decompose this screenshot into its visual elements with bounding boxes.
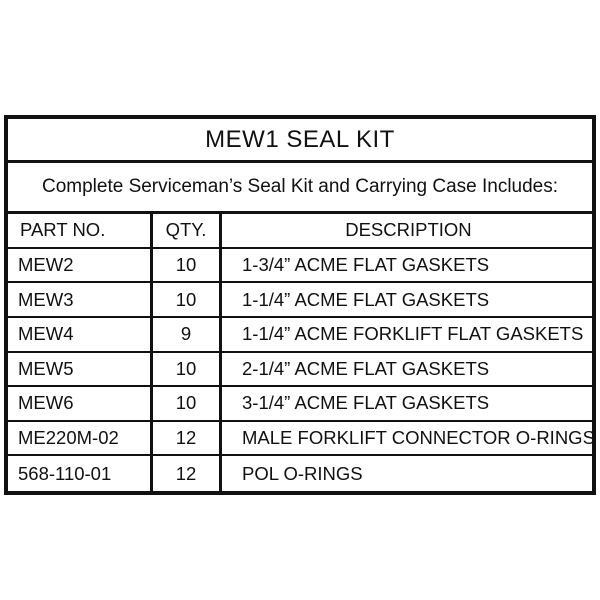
row-6-part-no: ME220M-02 [8, 422, 153, 457]
table-title: MEW1 SEAL KIT [8, 119, 592, 163]
row-3-description: 1-1/4” ACME FORKLIFT FLAT GASKETS [222, 318, 595, 353]
header-qty: QTY. [153, 214, 222, 249]
seal-kit-table [4, 115, 596, 495]
row-1-description: 1-3/4” ACME FLAT GASKETS [222, 249, 595, 284]
row-2-description: 1-1/4” ACME FLAT GASKETS [222, 283, 595, 318]
row-7-description: POL O-RINGS [242, 462, 363, 484]
row-6-description: MALE FORKLIFT CONNECTOR O-RINGS [222, 422, 595, 457]
row-4-description: 2-1/4” ACME FLAT GASKETS [222, 353, 595, 388]
row-5-qty: 10 [153, 387, 222, 422]
row-6-qty: 12 [153, 422, 222, 457]
row-2-qty: 10 [153, 283, 222, 318]
row-4-qty: 10 [153, 353, 222, 388]
row-5-part-no: MEW6 [8, 387, 153, 422]
table-subtitle: Complete Serviceman’s Seal Kit and Carrying Case Includes: [8, 163, 592, 214]
row-2-part-no: MEW3 [8, 283, 153, 318]
row-1-qty: 10 [153, 249, 222, 284]
row-3-part-no: MEW4 [8, 318, 153, 353]
row-7-part-no: 568-110-01 [8, 456, 153, 491]
row-5-description: 3-1/4” ACME FLAT GASKETS [222, 387, 595, 422]
parts-grid [8, 214, 595, 491]
header-description: DESCRIPTION [222, 214, 595, 249]
row-1-part-no: MEW2 [8, 249, 153, 284]
row-3-qty: 9 [153, 318, 222, 353]
header-part-no: PART NO. [8, 214, 153, 249]
row-4-part-no: MEW5 [8, 353, 153, 388]
row-7-qty: 12 [153, 456, 222, 491]
